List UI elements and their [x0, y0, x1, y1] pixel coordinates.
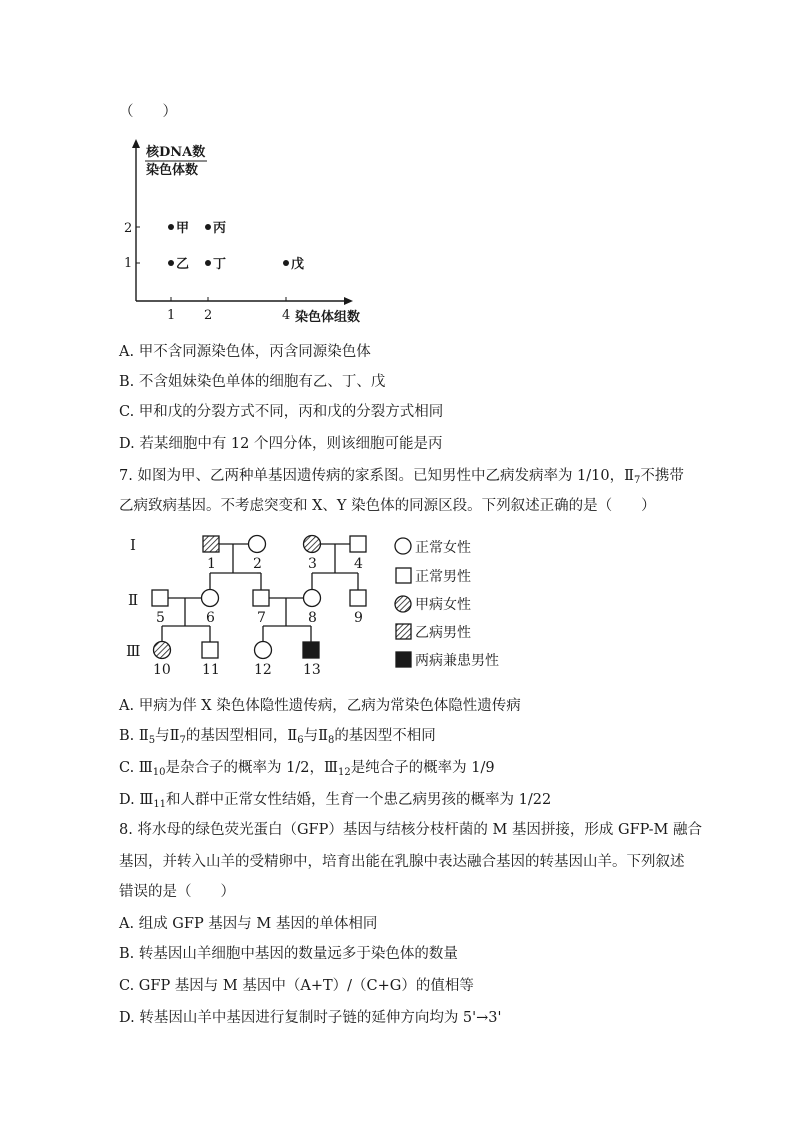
q7-option-d: D. $Ⅲ_{11}$和人群中正常女性结婚，生育一个患乙病男孩的概率为 1/22: [119, 792, 552, 810]
y-tick-label: 1: [124, 256, 133, 271]
individual-9-normal-male: [350, 590, 366, 606]
q8-option-c: C. GFP 基因与 M 基因中（A+T）/（C+G）的值相等: [119, 978, 474, 994]
x-tick-label: 4: [282, 308, 291, 323]
svg-text:3: 3: [308, 556, 317, 572]
data-point-3: [168, 260, 174, 266]
individual-13-both-affected-male: [303, 642, 319, 658]
q7-stem-line1: 7. 如图为甲、乙两种单基因遗传病的家系图。已知男性中乙病发病率为 1/10，$Ⅱ_7$不携带: [119, 468, 684, 486]
data-point-label: 乙: [176, 257, 190, 272]
data-point-1: [168, 224, 174, 230]
q6-option-c: C. 甲和戊的分裂方式不同，丙和戊的分裂方式相同: [119, 404, 444, 420]
data-point-label: 丁: [213, 257, 227, 272]
svg-text:9: 9: [354, 610, 363, 626]
y-label-bottom: 染色体数: [146, 163, 199, 178]
legend-affected-a-female: 甲病女性: [415, 597, 471, 613]
q7-option-b: B. $Ⅱ_5$与$Ⅱ_7$的基因型相同，$Ⅱ_6$与$Ⅱ_8$的基因型不相同: [119, 728, 436, 746]
data-point-label: 丙: [213, 221, 227, 236]
generation-label-ii: Ⅱ: [128, 591, 139, 609]
q7-option-c: C. $Ⅲ_{10}$是杂合子的概率为 1/2，$Ⅲ_{12}$是纯合子的概率为 1/9: [119, 760, 495, 778]
q6-option-b: B. 不含姐妹染色单体的细胞有乙、丁、戊: [119, 374, 386, 390]
legend-normal-female-icon: [395, 538, 411, 554]
q8-option-d: D. 转基因山羊中基因进行复制时子链的延伸方向均为 5'→3': [119, 1010, 502, 1026]
y-label-top: 核DNA数: [146, 145, 206, 160]
legend-affected-a-female-icon: [395, 596, 411, 612]
svg-text:11: 11: [202, 662, 220, 678]
y-tick-label: 2: [124, 221, 133, 236]
q7-stem-line2: 乙病致病基因。不考虑突变和 X、Y 染色体的同源区段。下列叙述正确的是（ ）: [119, 498, 656, 514]
data-point-5: [283, 260, 289, 266]
data-point-label: 甲: [176, 221, 190, 236]
svg-text:5: 5: [156, 610, 165, 626]
individual-10-affected-a-female: [154, 642, 171, 659]
svg-text:6: 6: [206, 610, 215, 626]
data-point-label: 戊: [291, 257, 305, 272]
svg-text:1: 1: [207, 556, 216, 572]
answer-parentheses: （ ）: [119, 104, 177, 120]
x-tick-label: 1: [167, 308, 176, 323]
data-point-4: [205, 260, 211, 266]
legend-normal-female: 正常女性: [415, 540, 471, 556]
svg-text:8: 8: [308, 610, 317, 626]
x-axis-arrow: [344, 297, 353, 305]
q7-option-a: A. 甲病为伴 X 染色体隐性遗传病，乙病为常染色体隐性遗传病: [119, 698, 521, 714]
scatter-chart: [115, 136, 385, 331]
svg-text:10: 10: [153, 662, 171, 678]
svg-text:7: 7: [257, 610, 266, 626]
individual-5-normal-male: [152, 590, 168, 606]
pedigree-chart: [120, 528, 520, 680]
q8-stem-line1: 8. 将水母的绿色荧光蛋白（GFP）基因与结核分枝杆菌的 M 基因拼接，形成 GFP-M 融合: [119, 822, 702, 838]
svg-text:13: 13: [303, 662, 321, 678]
legend-both-affected-male-icon: [396, 652, 411, 667]
legend-both-affected-male: 两病兼患男性: [415, 653, 499, 669]
data-point-2: [205, 224, 211, 230]
individual-3-affected-a-female: [304, 536, 321, 553]
legend-normal-male-icon: [396, 568, 411, 583]
q8-stem-line2: 基因，并转入山羊的受精卵中，培育出能在乳腺中表达融合基因的转基因山羊。下列叙述: [119, 854, 685, 870]
individual-7-normal-male: [253, 590, 269, 606]
q6-option-d: D. 若某细胞中有 12 个四分体，则该细胞可能是丙: [119, 436, 443, 452]
individual-1-affected-b-male: [203, 536, 219, 552]
individual-2-normal-female: [249, 536, 266, 553]
x-tick-label: 2: [204, 308, 213, 323]
q8-stem-line3: 错误的是（ ）: [119, 884, 235, 900]
q6-option-a: A. 甲不含同源染色体，丙含同源染色体: [119, 344, 371, 360]
x-axis-label: 染色体组数: [295, 310, 361, 325]
svg-text:12: 12: [254, 662, 272, 678]
individual-4-normal-male: [350, 536, 366, 552]
individual-11-normal-male: [202, 642, 218, 658]
individual-6-normal-female: [202, 590, 219, 607]
y-axis-arrow: [132, 139, 140, 148]
individual-12-normal-female: [255, 642, 272, 659]
generation-label-i: Ⅰ: [130, 536, 136, 554]
q8-option-b: B. 转基因山羊细胞中基因的数量远多于染色体的数量: [119, 946, 458, 962]
legend-affected-b-male: 乙病男性: [415, 625, 471, 641]
svg-text:2: 2: [253, 556, 262, 572]
generation-label-iii: Ⅲ: [126, 642, 141, 660]
legend-affected-b-male-icon: [396, 624, 411, 639]
svg-text:4: 4: [354, 556, 363, 572]
legend-normal-male: 正常男性: [415, 569, 471, 585]
q8-option-a: A. 组成 GFP 基因与 M 基因的单体相同: [119, 916, 378, 932]
individual-8-normal-female: [304, 590, 321, 607]
